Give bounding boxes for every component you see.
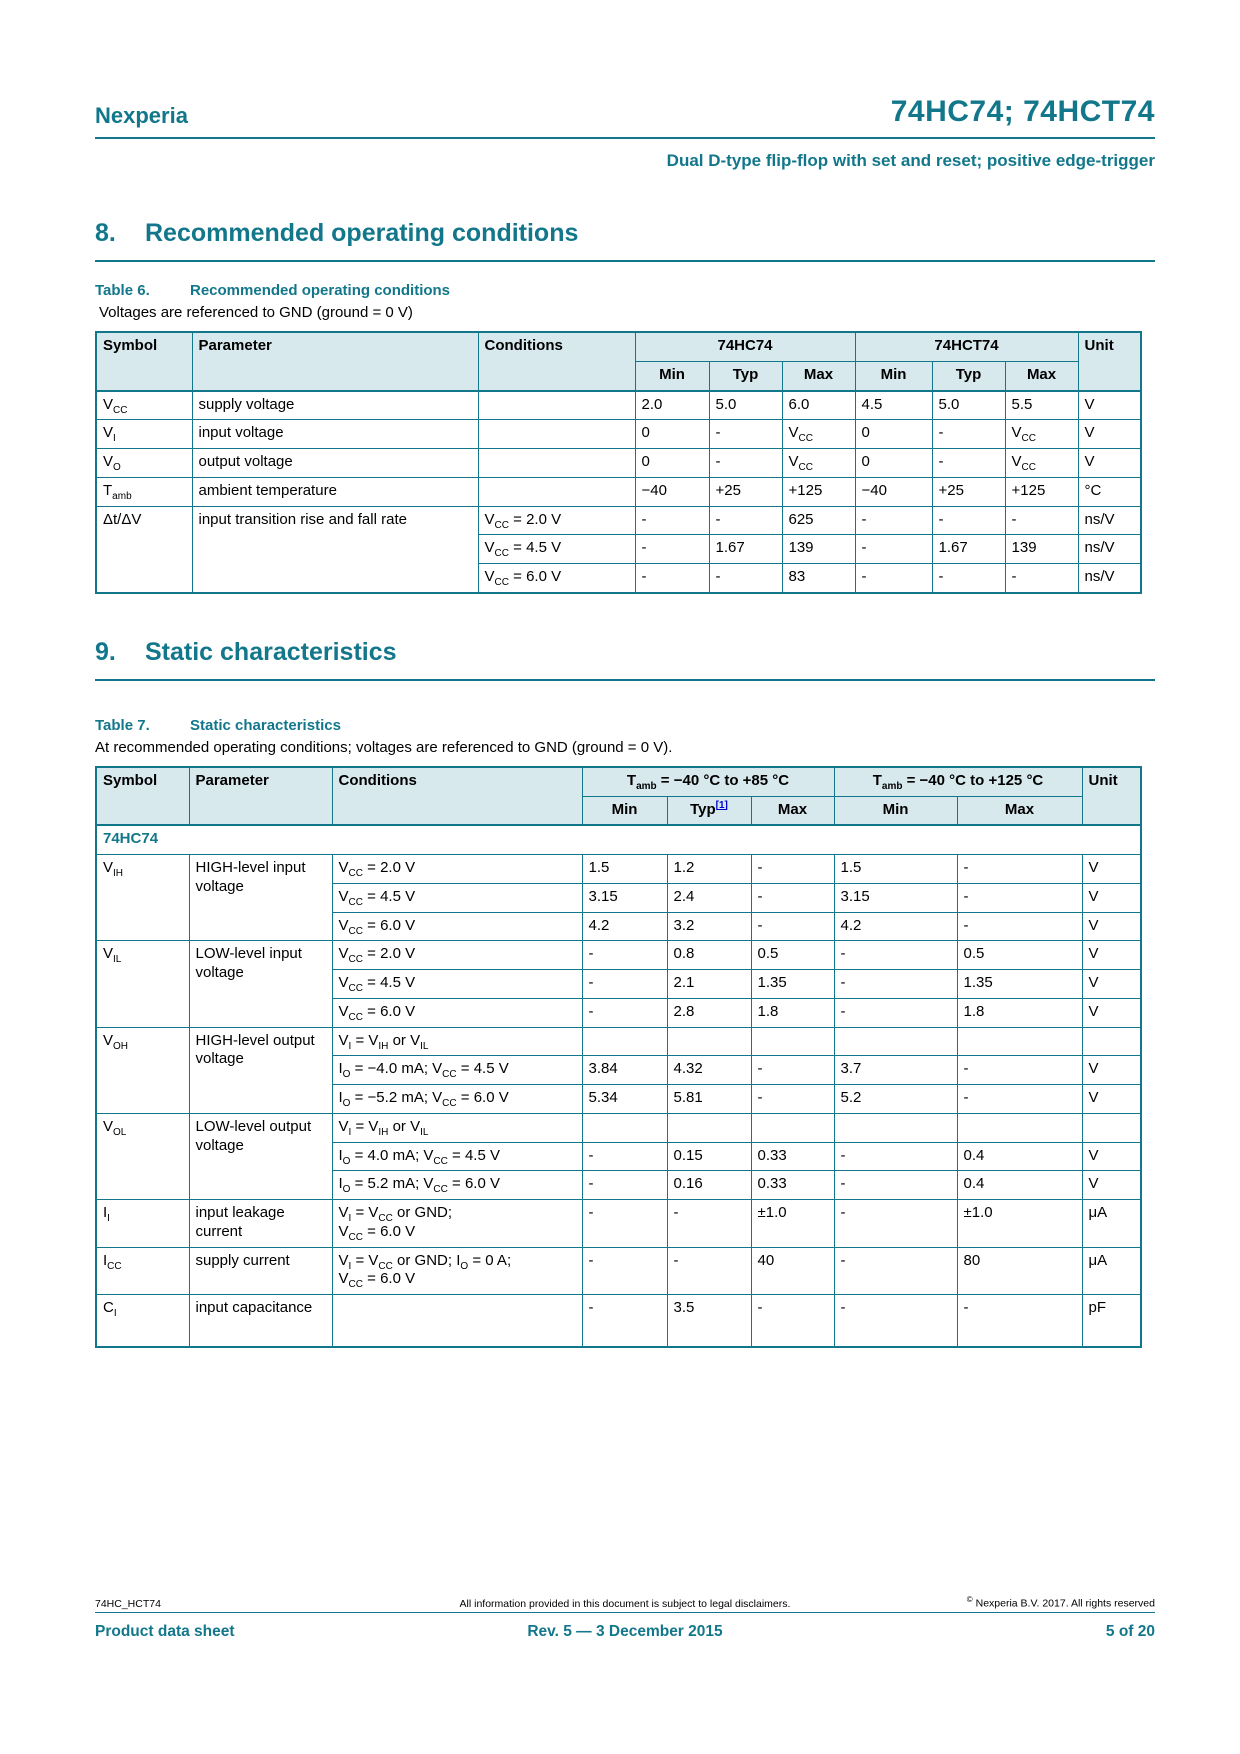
value-cell: - (582, 1200, 667, 1248)
parameter-cell: input leakage current (189, 1200, 332, 1248)
parameter-cell: HIGH-level input voltage (189, 855, 332, 941)
value-cell (834, 1113, 957, 1142)
col-header-min: Min (834, 796, 957, 825)
unit-cell: V (1082, 912, 1141, 941)
conditions-cell: $I_O = 5.2$ mA; $V_{CC} = 6.0$ V (332, 1171, 582, 1200)
value-cell: - (709, 449, 782, 478)
value-cell: - (709, 506, 782, 535)
unit-cell: V (1082, 1171, 1141, 1200)
footer-doc-id: 74HC_HCT74 (95, 1597, 161, 1610)
col-header-typ: Typ[1] (667, 796, 751, 825)
table-row (96, 1113, 1141, 1142)
parameter-cell: supply voltage (192, 391, 478, 420)
symbol-cell: $T_{amb}$ (96, 477, 192, 506)
value-cell: 0 (855, 420, 932, 449)
col-header-unit: Unit (1078, 332, 1141, 391)
value-cell: - (855, 535, 932, 564)
value-cell: 0.4 (957, 1171, 1082, 1200)
table-6-note: Voltages are referenced to GND (ground = 0 V) (99, 304, 413, 321)
doc-subtitle: Dual D-type flip-flop with set and reset; positive edge-trigger (666, 151, 1155, 170)
value-cell: 1.35 (957, 970, 1082, 999)
unit-cell: ns/V (1078, 506, 1141, 535)
col-group-74hc74: 74HC74 (635, 332, 855, 361)
col-header-typ: Typ (932, 361, 1005, 390)
value-cell: - (751, 1085, 834, 1114)
value-cell: - (635, 535, 709, 564)
value-cell: - (667, 1247, 751, 1295)
table-6-recommended-operating-conditions (95, 331, 1142, 594)
value-cell: 0.4 (957, 1142, 1082, 1171)
conditions-cell: $V_{CC} = 6.0$ V (332, 912, 582, 941)
value-cell: 0.16 (667, 1171, 751, 1200)
page-footer (95, 1595, 1155, 1641)
symbol-cell: $V_{CC}$ (96, 391, 192, 420)
value-cell: 3.2 (667, 912, 751, 941)
table-row (96, 477, 1141, 506)
conditions-cell: $I_O = -5.2$ mA; $V_{CC} = 6.0$ V (332, 1085, 582, 1114)
value-cell: - (932, 564, 1005, 593)
value-cell: - (957, 912, 1082, 941)
value-cell: 4.2 (582, 912, 667, 941)
value-cell: - (834, 1200, 957, 1248)
conditions-cell: $V_I = V_{IH}$ or $V_{IL}$ (332, 1027, 582, 1056)
section-number: 8. (95, 219, 116, 247)
value-cell: - (751, 912, 834, 941)
col-header-max: Max (782, 361, 855, 390)
value-cell: 0 (855, 449, 932, 478)
doc-title: 74HC74; 74HCT74 (890, 95, 1155, 128)
footer-rule (95, 1612, 1155, 1613)
value-cell: - (751, 1056, 834, 1085)
value-cell: 6.0 (782, 391, 855, 420)
footer-copyright: © Nexperia B.V. 2017. All rights reserved (966, 1595, 1155, 1610)
value-cell (582, 1027, 667, 1056)
table-section-label: 74HC74 (96, 825, 1141, 854)
value-cell: +25 (709, 477, 782, 506)
value-cell: 0.15 (667, 1142, 751, 1171)
table-row (96, 1295, 1141, 1347)
value-cell: 1.67 (932, 535, 1005, 564)
table-7-caption (95, 717, 1155, 734)
value-cell: - (834, 1171, 957, 1200)
symbol-cell: $I_{CC}$ (96, 1247, 189, 1295)
value-cell: 5.34 (582, 1085, 667, 1114)
value-cell: 0.33 (751, 1142, 834, 1171)
value-cell: 0 (635, 420, 709, 449)
conditions-cell (478, 420, 635, 449)
section-number: 9. (95, 637, 116, 666)
value-cell: 40 (751, 1247, 834, 1295)
symbol-cell: Δt/ΔV (96, 506, 192, 593)
table-row (96, 420, 1141, 449)
value-cell: 1.35 (751, 970, 834, 999)
value-cell: - (834, 1142, 957, 1171)
table-row (96, 506, 1141, 535)
section-9-heading (95, 638, 1155, 681)
value-cell: 2.0 (635, 391, 709, 420)
col-header-symbol: Symbol (96, 767, 189, 826)
col-header-conditions: Conditions (332, 767, 582, 826)
symbol-cell: $V_{IL}$ (96, 941, 189, 1027)
value-cell: 3.15 (834, 883, 957, 912)
unit-cell (1082, 1113, 1141, 1142)
value-cell: - (834, 1247, 957, 1295)
conditions-cell (332, 1295, 582, 1347)
symbol-cell: $V_{OL}$ (96, 1113, 189, 1199)
symbol-cell: $V_{IH}$ (96, 855, 189, 941)
symbol-cell: $V_{OH}$ (96, 1027, 189, 1113)
col-header-conditions: Conditions (478, 332, 635, 391)
value-cell: 3.7 (834, 1056, 957, 1085)
value-cell: 5.2 (834, 1085, 957, 1114)
value-cell: - (834, 998, 957, 1027)
col-header-parameter: Parameter (192, 332, 478, 391)
value-cell: $V_{CC}$ (782, 420, 855, 449)
value-cell: - (855, 564, 932, 593)
value-cell: 625 (782, 506, 855, 535)
parameter-cell: HIGH-level output voltage (189, 1027, 332, 1113)
value-cell: - (957, 883, 1082, 912)
conditions-cell: $V_{CC} = 4.5$ V (332, 883, 582, 912)
unit-cell: V (1082, 1142, 1141, 1171)
value-cell: - (957, 1295, 1082, 1347)
value-cell: 1.67 (709, 535, 782, 564)
value-cell: - (751, 883, 834, 912)
value-cell (667, 1113, 751, 1142)
table-7-static-characteristics (95, 766, 1142, 1348)
col-group-74hct74: 74HCT74 (855, 332, 1078, 361)
value-cell: - (834, 970, 957, 999)
value-cell: 2.4 (667, 883, 751, 912)
value-cell (667, 1027, 751, 1056)
parameter-cell: LOW-level input voltage (189, 941, 332, 1027)
value-cell: +125 (1005, 477, 1078, 506)
conditions-cell (478, 477, 635, 506)
conditions-cell (478, 449, 635, 478)
value-cell: - (635, 564, 709, 593)
parameter-cell: supply current (189, 1247, 332, 1295)
value-cell: 3.84 (582, 1056, 667, 1085)
footnote-1-link[interactable]: [1] (715, 799, 728, 811)
parameter-cell: input voltage (192, 420, 478, 449)
value-cell: $V_{CC}$ (782, 449, 855, 478)
table-6-caption (95, 282, 1155, 299)
value-cell: 0.5 (957, 941, 1082, 970)
table-row (96, 855, 1141, 884)
value-cell: 139 (782, 535, 855, 564)
value-cell: 1.8 (751, 998, 834, 1027)
value-cell: −40 (635, 477, 709, 506)
unit-cell: μA (1082, 1200, 1141, 1248)
symbol-cell: $V_I$ (96, 420, 192, 449)
value-cell: 2.1 (667, 970, 751, 999)
section-title: Recommended operating conditions (145, 219, 579, 247)
value-cell: 1.5 (834, 855, 957, 884)
unit-cell: pF (1082, 1295, 1141, 1347)
value-cell: $V_{CC}$ (1005, 420, 1078, 449)
symbol-cell: $V_O$ (96, 449, 192, 478)
table-row (96, 1200, 1141, 1248)
conditions-cell: $I_O = -4.0$ mA; $V_{CC} = 4.5$ V (332, 1056, 582, 1085)
conditions-cell: $V_{CC} = 2.0$ V (478, 506, 635, 535)
unit-cell: ns/V (1078, 535, 1141, 564)
footer-legal-text: All information provided in this document is subject to legal disclaimers. (459, 1597, 791, 1610)
value-cell: - (932, 506, 1005, 535)
col-header-max: Max (957, 796, 1082, 825)
col-group-tamb-85: $T_{amb} = -40$ °C to +85 °C (582, 767, 834, 796)
value-cell: ±1.0 (957, 1200, 1082, 1248)
table-section-row (96, 825, 1141, 854)
value-cell: 0.33 (751, 1171, 834, 1200)
value-cell: 1.8 (957, 998, 1082, 1027)
table-caption-text: Static characteristics (190, 716, 341, 734)
table-caption-label: Table 6. (95, 282, 150, 299)
unit-cell: V (1078, 420, 1141, 449)
unit-cell: V (1078, 449, 1141, 478)
value-cell: 4.5 (855, 391, 932, 420)
table-row (96, 941, 1141, 970)
footer-page-number: 5 of 20 (1105, 1622, 1155, 1640)
value-cell (957, 1113, 1082, 1142)
parameter-cell: input capacitance (189, 1295, 332, 1347)
value-cell: - (957, 1056, 1082, 1085)
conditions-cell: $V_{CC} = 2.0$ V (332, 855, 582, 884)
value-cell: - (667, 1200, 751, 1248)
col-header-min: Min (582, 796, 667, 825)
value-cell: 80 (957, 1247, 1082, 1295)
conditions-cell: $V_{CC} = 6.0$ V (332, 998, 582, 1027)
value-cell: - (751, 855, 834, 884)
value-cell (834, 1027, 957, 1056)
value-cell: +125 (782, 477, 855, 506)
value-cell: 1.2 (667, 855, 751, 884)
table-7-note: At recommended operating conditions; voltages are referenced to GND (ground = 0 V). (95, 738, 673, 756)
value-cell: 4.32 (667, 1056, 751, 1085)
value-cell: - (1005, 506, 1078, 535)
table-header-row (96, 767, 1141, 796)
unit-cell: V (1082, 855, 1141, 884)
footer-revision: Rev. 5 — 3 December 2015 (527, 1622, 723, 1640)
value-cell: - (932, 420, 1005, 449)
footer-doc-type: Product data sheet (95, 1622, 235, 1640)
value-cell: 0 (635, 449, 709, 478)
value-cell: 3.15 (582, 883, 667, 912)
value-cell: 4.2 (834, 912, 957, 941)
value-cell: - (582, 970, 667, 999)
col-header-max: Max (751, 796, 834, 825)
parameter-cell: LOW-level output voltage (189, 1113, 332, 1199)
table-caption-text: Recommended operating conditions (190, 282, 451, 299)
section-8-heading (95, 219, 1155, 262)
table-row (96, 449, 1141, 478)
brand-logo: Nexperia (95, 103, 188, 128)
parameter-cell: ambient temperature (192, 477, 478, 506)
table-row (96, 1027, 1141, 1056)
value-cell: - (709, 420, 782, 449)
value-cell: - (1005, 564, 1078, 593)
value-cell: 0.5 (751, 941, 834, 970)
unit-cell: μA (1082, 1247, 1141, 1295)
value-cell: - (582, 998, 667, 1027)
conditions-cell: $V_{CC} = 4.5$ V (332, 970, 582, 999)
value-cell: - (635, 506, 709, 535)
value-cell: 0.8 (667, 941, 751, 970)
value-cell: 5.5 (1005, 391, 1078, 420)
value-cell (751, 1027, 834, 1056)
unit-cell: V (1082, 970, 1141, 999)
unit-cell: V (1082, 1056, 1141, 1085)
value-cell: 2.8 (667, 998, 751, 1027)
col-header-symbol: Symbol (96, 332, 192, 391)
value-cell (582, 1113, 667, 1142)
value-cell: - (834, 941, 957, 970)
value-cell: - (932, 449, 1005, 478)
unit-cell: V (1082, 883, 1141, 912)
unit-cell: V (1082, 998, 1141, 1027)
value-cell: +25 (932, 477, 1005, 506)
value-cell: $V_{CC}$ (1005, 449, 1078, 478)
col-group-tamb-125: $T_{amb} = -40$ °C to +125 °C (834, 767, 1082, 796)
value-cell: - (582, 941, 667, 970)
value-cell: 1.5 (582, 855, 667, 884)
table-row (96, 391, 1141, 420)
value-cell: - (582, 1142, 667, 1171)
value-cell: 83 (782, 564, 855, 593)
conditions-cell: $V_I = V_{IH}$ or $V_{IL}$ (332, 1113, 582, 1142)
unit-cell (1082, 1027, 1141, 1056)
value-cell: - (957, 855, 1082, 884)
page-header (95, 95, 1155, 129)
unit-cell: °C (1078, 477, 1141, 506)
symbol-cell: $C_I$ (96, 1295, 189, 1347)
unit-cell: V (1078, 391, 1141, 420)
section-title: Static characteristics (145, 637, 397, 666)
parameter-cell: input transition rise and fall rate (192, 506, 478, 593)
col-header-min: Min (635, 361, 709, 390)
value-cell: 5.0 (932, 391, 1005, 420)
col-header-parameter: Parameter (189, 767, 332, 826)
conditions-cell: $V_{CC} = 6.0$ V (478, 564, 635, 593)
value-cell (957, 1027, 1082, 1056)
value-cell: - (582, 1171, 667, 1200)
conditions-cell: $I_O = 4.0$ mA; $V_{CC} = 4.5$ V (332, 1142, 582, 1171)
value-cell: - (709, 564, 782, 593)
header-rule (95, 137, 1155, 139)
table-row (96, 1247, 1141, 1295)
parameter-cell: output voltage (192, 449, 478, 478)
col-header-typ: Typ (709, 361, 782, 390)
value-cell: 139 (1005, 535, 1078, 564)
table-caption-label: Table 7. (95, 716, 150, 734)
value-cell: 5.81 (667, 1085, 751, 1114)
value-cell: - (582, 1247, 667, 1295)
value-cell: - (582, 1295, 667, 1347)
unit-cell: ns/V (1078, 564, 1141, 593)
table-header-row (96, 332, 1141, 361)
unit-cell: V (1082, 941, 1141, 970)
value-cell: −40 (855, 477, 932, 506)
symbol-cell: $I_I$ (96, 1200, 189, 1248)
conditions-cell (478, 391, 635, 420)
col-header-unit: Unit (1082, 767, 1141, 826)
conditions-cell: $V_{CC} = 4.5$ V (478, 535, 635, 564)
col-header-min: Min (855, 361, 932, 390)
conditions-cell: $V_I = V_{CC}$ or GND; $I_O = 0$ A; $V_{CC} = 6.0$ V (332, 1247, 582, 1295)
value-cell: ±1.0 (751, 1200, 834, 1248)
value-cell: - (751, 1295, 834, 1347)
value-cell: - (834, 1295, 957, 1347)
value-cell: - (855, 506, 932, 535)
value-cell: 3.5 (667, 1295, 751, 1347)
value-cell: - (957, 1085, 1082, 1114)
value-cell (751, 1113, 834, 1142)
conditions-cell: $V_I = V_{CC}$ or GND; $V_{CC} = 6.0$ V (332, 1200, 582, 1248)
value-cell: 5.0 (709, 391, 782, 420)
col-header-max: Max (1005, 361, 1078, 390)
conditions-cell: $V_{CC} = 2.0$ V (332, 941, 582, 970)
unit-cell: V (1082, 1085, 1141, 1114)
